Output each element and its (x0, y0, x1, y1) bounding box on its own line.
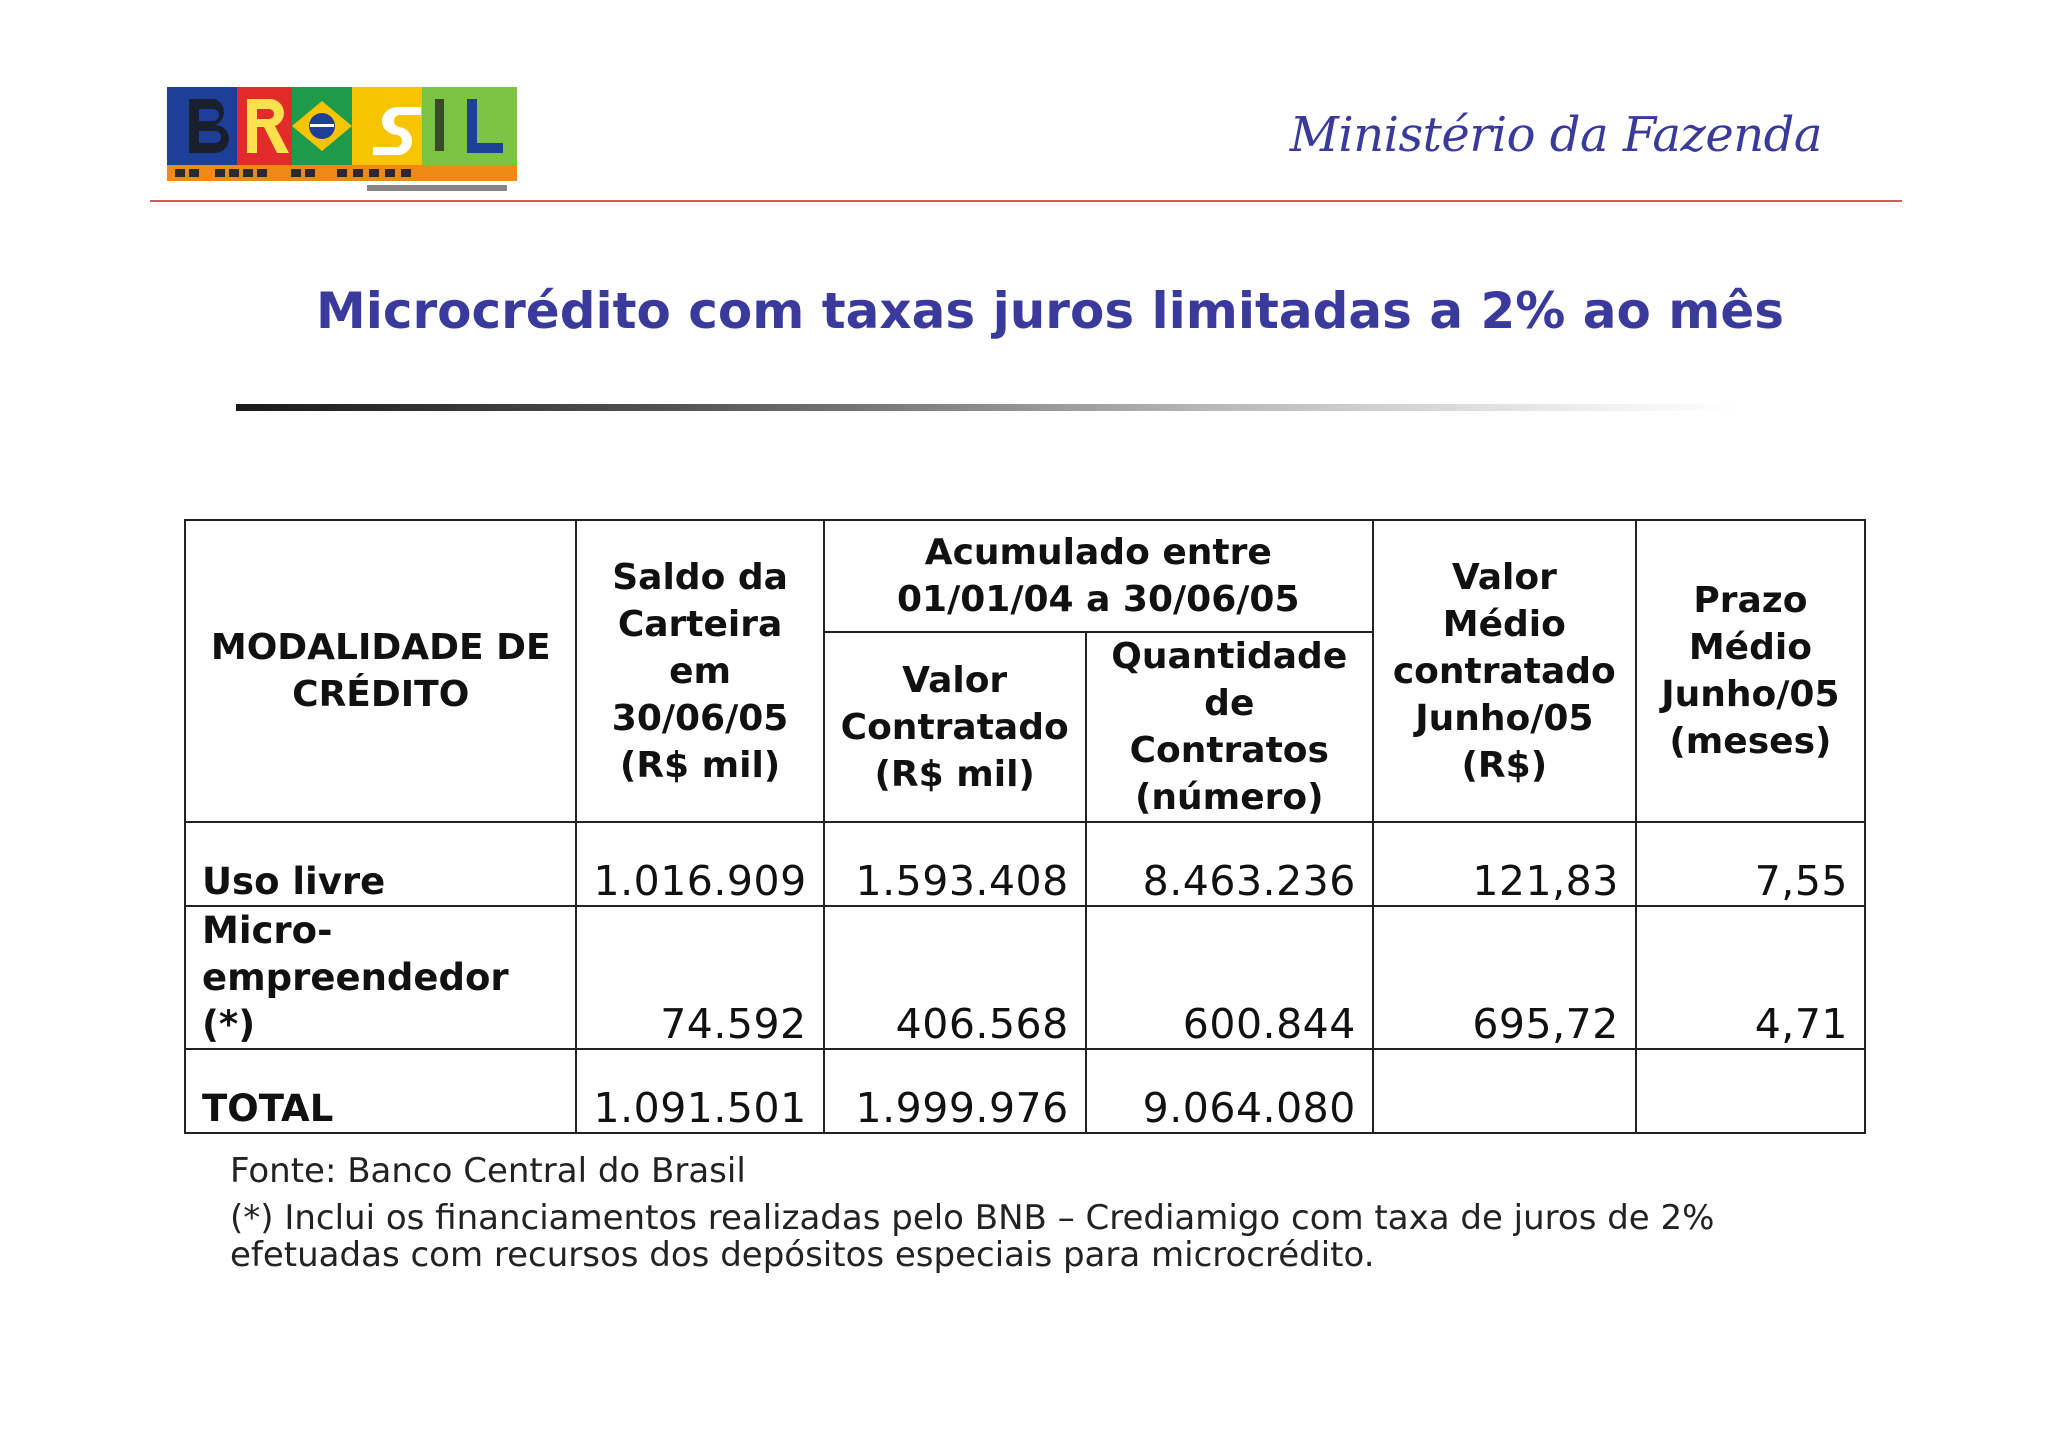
table-row-total (185, 1049, 1865, 1133)
page-title: Microcrédito com taxas juros limitadas a 2% ao mês (315, 282, 1785, 340)
table-row (185, 822, 1865, 906)
header-divider (150, 200, 1902, 202)
cell-valor: 1.593.408 (824, 822, 1086, 906)
cell-quantidade: 600.844 (1086, 906, 1373, 1049)
header-valor-contratado: Valor Contratado (R$ mil) (824, 632, 1086, 822)
footnote: (*) Inclui os financiamentos realizadas pelo BNB – Crediamigo com taxa de juros de 2% efetuadas com recursos dos depósitos especiais para microcrédito. (230, 1198, 1715, 1275)
cell-prazo (1636, 1049, 1865, 1133)
header-saldo: Saldo da Carteira em 30/06/05 (R$ mil) (576, 520, 823, 822)
cell-valor: 1.999.976 (824, 1049, 1086, 1133)
notes (230, 1153, 1790, 1274)
cell-quantidade: 8.463.236 (1086, 822, 1373, 906)
cell-saldo: 74.592 (576, 906, 823, 1049)
header-quantidade: Quantidade de Contratos (número) (1086, 632, 1373, 822)
ministry-name: Ministério da Fazenda (1289, 107, 1822, 163)
cell-prazo: 4,71 (1636, 906, 1865, 1049)
table-header-row (185, 520, 1865, 632)
header-prazo-medio: Prazo Médio Junho/05 (meses) (1636, 520, 1865, 822)
cell-saldo: 1.091.501 (576, 1049, 823, 1133)
credit-table (184, 519, 1866, 1134)
brasil-logo (167, 87, 517, 195)
title-rule (236, 404, 1736, 411)
row-label: Micro-empreendedor (*) (185, 906, 576, 1049)
cell-valor: 406.568 (824, 906, 1086, 1049)
table-row (185, 906, 1865, 1049)
cell-saldo: 1.016.909 (576, 822, 823, 906)
source-note: Fonte: Banco Central do Brasil (230, 1151, 746, 1191)
cell-quantidade: 9.064.080 (1086, 1049, 1373, 1133)
cell-valor-medio: 695,72 (1373, 906, 1636, 1049)
row-label: Uso livre (185, 822, 576, 906)
header-acumulado: Acumulado entre 01/01/04 a 30/06/05 (824, 520, 1373, 632)
header-valor-medio: Valor Médio contratado Junho/05 (R$) (1373, 520, 1636, 822)
cell-valor-medio: 121,83 (1373, 822, 1636, 906)
row-label: TOTAL (185, 1049, 576, 1133)
cell-valor-medio (1373, 1049, 1636, 1133)
cell-prazo: 7,55 (1636, 822, 1865, 906)
header-modalidade: MODALIDADE DE CRÉDITO (185, 520, 576, 822)
